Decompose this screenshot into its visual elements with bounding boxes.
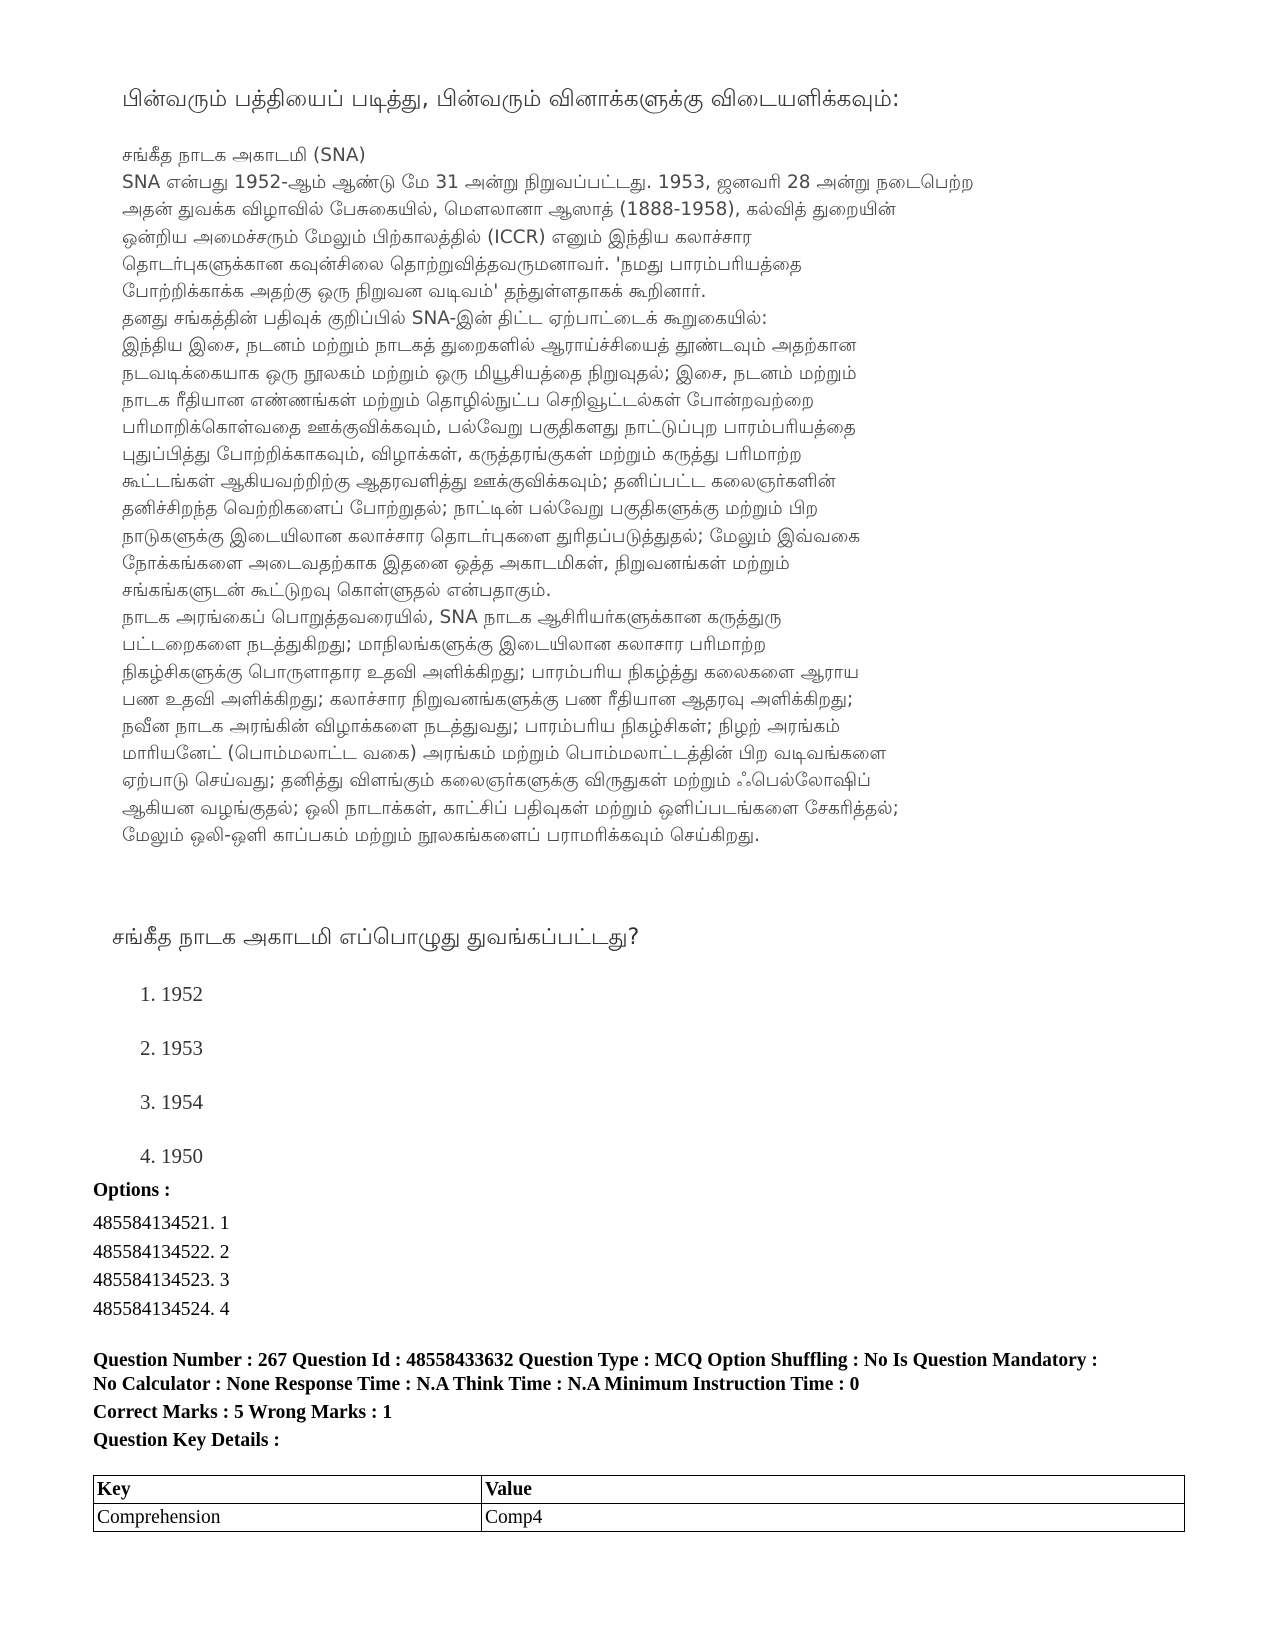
passage-instruction: பின்வரும் பத்தியைப் படித்து, பின்வரும் வினாக்களுக்கு விடையளிக்கவும்: xyxy=(122,86,900,112)
passage-line: பட்டறைகளை நடத்துகிறது; மாநிலங்களுக்கு இடையிலான கலாசார பரிமாற்ற xyxy=(122,634,767,656)
passage-line: தனது சங்கத்தின் பதிவுக் குறிப்பில் SNA-இன் திட்ட ஏற்பாட்டைக் கூறுகையில்: xyxy=(122,308,768,330)
passage-line: அதன் துவக்க விழாவில் பேசுகையில், மௌலானா ஆஸாத் (1888-1958), கல்வித் துறையின் xyxy=(122,199,896,221)
table-header-value: Value xyxy=(482,1476,1185,1504)
passage-line: நடவடிக்கையாக ஒரு நூலகம் மற்றும் ஒரு மியூசியத்தை நிறுவுதல்; இசை, நடனம் மற்றும் xyxy=(122,362,857,384)
option-id: 485584134523. 3 xyxy=(93,1270,230,1291)
passage-line: மாரியனேட் (பொம்மலாட்ட வகை) அரங்கம் மற்றும் பொம்மலாட்டத்தின் பிற வடிவங்களை xyxy=(122,743,887,765)
answer-choice: 1. 1952 xyxy=(140,982,203,1006)
passage-line: ஏற்பாடு செய்வது; தனித்து விளங்கும் கலைஞர்களுக்கு விருதுகள் மற்றும் ஃபெல்லோஷிப் xyxy=(122,770,871,792)
key-details-label: Question Key Details : xyxy=(93,1430,280,1451)
option-id: 485584134524. 4 xyxy=(93,1298,230,1320)
passage-line: நோக்கங்களை அடைவதற்காக இதனை ஒத்த அகாடமிகள், நிறுவனங்கள் மற்றும் xyxy=(122,552,790,574)
passage-line: SNA என்பது 1952-ஆம் ஆண்டு மே 31 அன்று நிறுவப்பட்டது. 1953, ஜனவரி 28 அன்று நடைபெற்ற xyxy=(122,172,974,194)
passage-line: நாடுகளுக்கு இடையிலான கலாச்சார தொடர்புகளை துரிதப்படுத்துதல்; மேலும் இவ்வகை xyxy=(122,525,861,547)
passage-line: பண உதவி அளிக்கிறது; கலாச்சார நிறுவனங்களுக்கு பண ரீதியான ஆதரவு அளிக்கிறது; xyxy=(122,688,854,710)
passage-line: பரிமாறிக்கொள்வதை ஊக்குவிக்கவும், பல்வேறு பகுதிகளது நாட்டுப்புற பாரம்பரியத்தை xyxy=(122,416,856,438)
comprehension-passage xyxy=(122,142,1172,849)
option-id: 485584134521. 1 xyxy=(93,1213,230,1234)
passage-line: போற்றிக்காக்க அதற்கு ஒரு நிறுவன வடிவம்' தந்துள்ளதாகக் கூறினார். xyxy=(122,280,707,302)
answer-choice: 3. 1954 xyxy=(140,1090,203,1114)
passage-line: மேலும் ஒலி-ஒளி காப்பகம் மற்றும் நூலகங்களைப் பராமரிக்கவும் செய்கிறது. xyxy=(122,824,761,846)
passage-line: நவீன நாடக அரங்கின் விழாக்களை நடத்துவது; பாரம்பரிய நிகழ்சிகள்; நிழற் அரங்கம் xyxy=(122,715,841,737)
question-info-line2: No Calculator : None Response Time : N.A Think Time : N.A Minimum Instruction Time : 0 xyxy=(93,1374,860,1395)
marks-info: Correct Marks : 5 Wrong Marks : 1 xyxy=(93,1402,393,1423)
passage-title: சங்கீத நாடக அகாடமி (SNA) xyxy=(122,145,366,166)
answer-choice: 2. 1953 xyxy=(140,1036,203,1060)
passage-line: ஒன்றிய அமைச்சரும் மேலும் பிற்காலத்தில் (ICCR) எனும் இந்திய கலாச்சார xyxy=(122,226,752,248)
option-id: 485584134522. 2 xyxy=(93,1241,230,1263)
passage-line: தொடர்புகளுக்கான கவுன்சிலை தொற்றுவித்தவருமனாவர். 'நமது பாரம்பரியத்தை xyxy=(122,253,802,275)
passage-line: கூட்டங்கள் ஆகியவற்றிற்கு ஆதரவளித்து ஊக்குவிக்கவும்; தனிப்பட்ட கலைஞர்களின் xyxy=(122,471,836,493)
table-header-key: Key xyxy=(94,1476,482,1504)
passage-line: ஆகியன வழங்குதல்; ஒலி நாடாக்கள், காட்சிப் பதிவுகள் மற்றும் ஒளிப்படங்களை சேகரித்தல்; xyxy=(122,797,899,819)
question-key-table xyxy=(93,1475,1185,1532)
table-header-row xyxy=(94,1476,1185,1504)
question-text: சங்கீத நாடக அகாடமி எப்பொழுது துவங்கப்பட்டது? xyxy=(112,925,640,950)
passage-line: புதுப்பித்து போற்றிக்காகவும், விழாக்கள், கருத்தரங்குகள் மற்றும் கருத்து பரிமாற்ற xyxy=(122,444,802,466)
passage-line: தனிச்சிறந்த வெற்றிகளைப் போற்றுதல்; நாட்டின் பல்வேறு பகுதிகளுக்கு மற்றும் பிற xyxy=(122,498,819,520)
options-label: Options : xyxy=(93,1180,171,1201)
question-info-line1: Question Number : 267 Question Id : 48558433632 Question Type : MCQ Option Shuffling : No Is Question Mandatory : xyxy=(93,1350,1098,1371)
answer-choices xyxy=(140,982,203,1198)
passage-line: இந்திய இசை, நடனம் மற்றும் நாடகத் துறைகளில் ஆராய்ச்சியைத் தூண்டவும் அதற்கான xyxy=(122,335,857,357)
table-row xyxy=(94,1504,1185,1532)
answer-choice: 4. 1950 xyxy=(140,1144,203,1168)
passage-line: நாடக அரங்கைப் பொறுத்தவரையில், SNA நாடக ஆசிரியர்களுக்கான கருத்துரு xyxy=(122,607,782,629)
passage-line: சங்கங்களுடன் கூட்டுறவு கொள்ளுதல் என்பதாகும். xyxy=(122,580,552,601)
options-list xyxy=(93,1210,230,1324)
passage-line: நாடக ரீதியான எண்ணங்கள் மற்றும் தொழில்நுட்ப செறிவூட்டல்கள் போன்றவற்றை xyxy=(122,389,815,411)
table-cell-value: Comp4 xyxy=(482,1504,1185,1532)
passage-line: நிகழ்சிகளுக்கு பொருளாதார உதவி அளிக்கிறது; பாரம்பரிய நிகழ்த்து கலைகளை ஆராய xyxy=(122,661,860,683)
table-cell-key: Comprehension xyxy=(94,1504,482,1532)
